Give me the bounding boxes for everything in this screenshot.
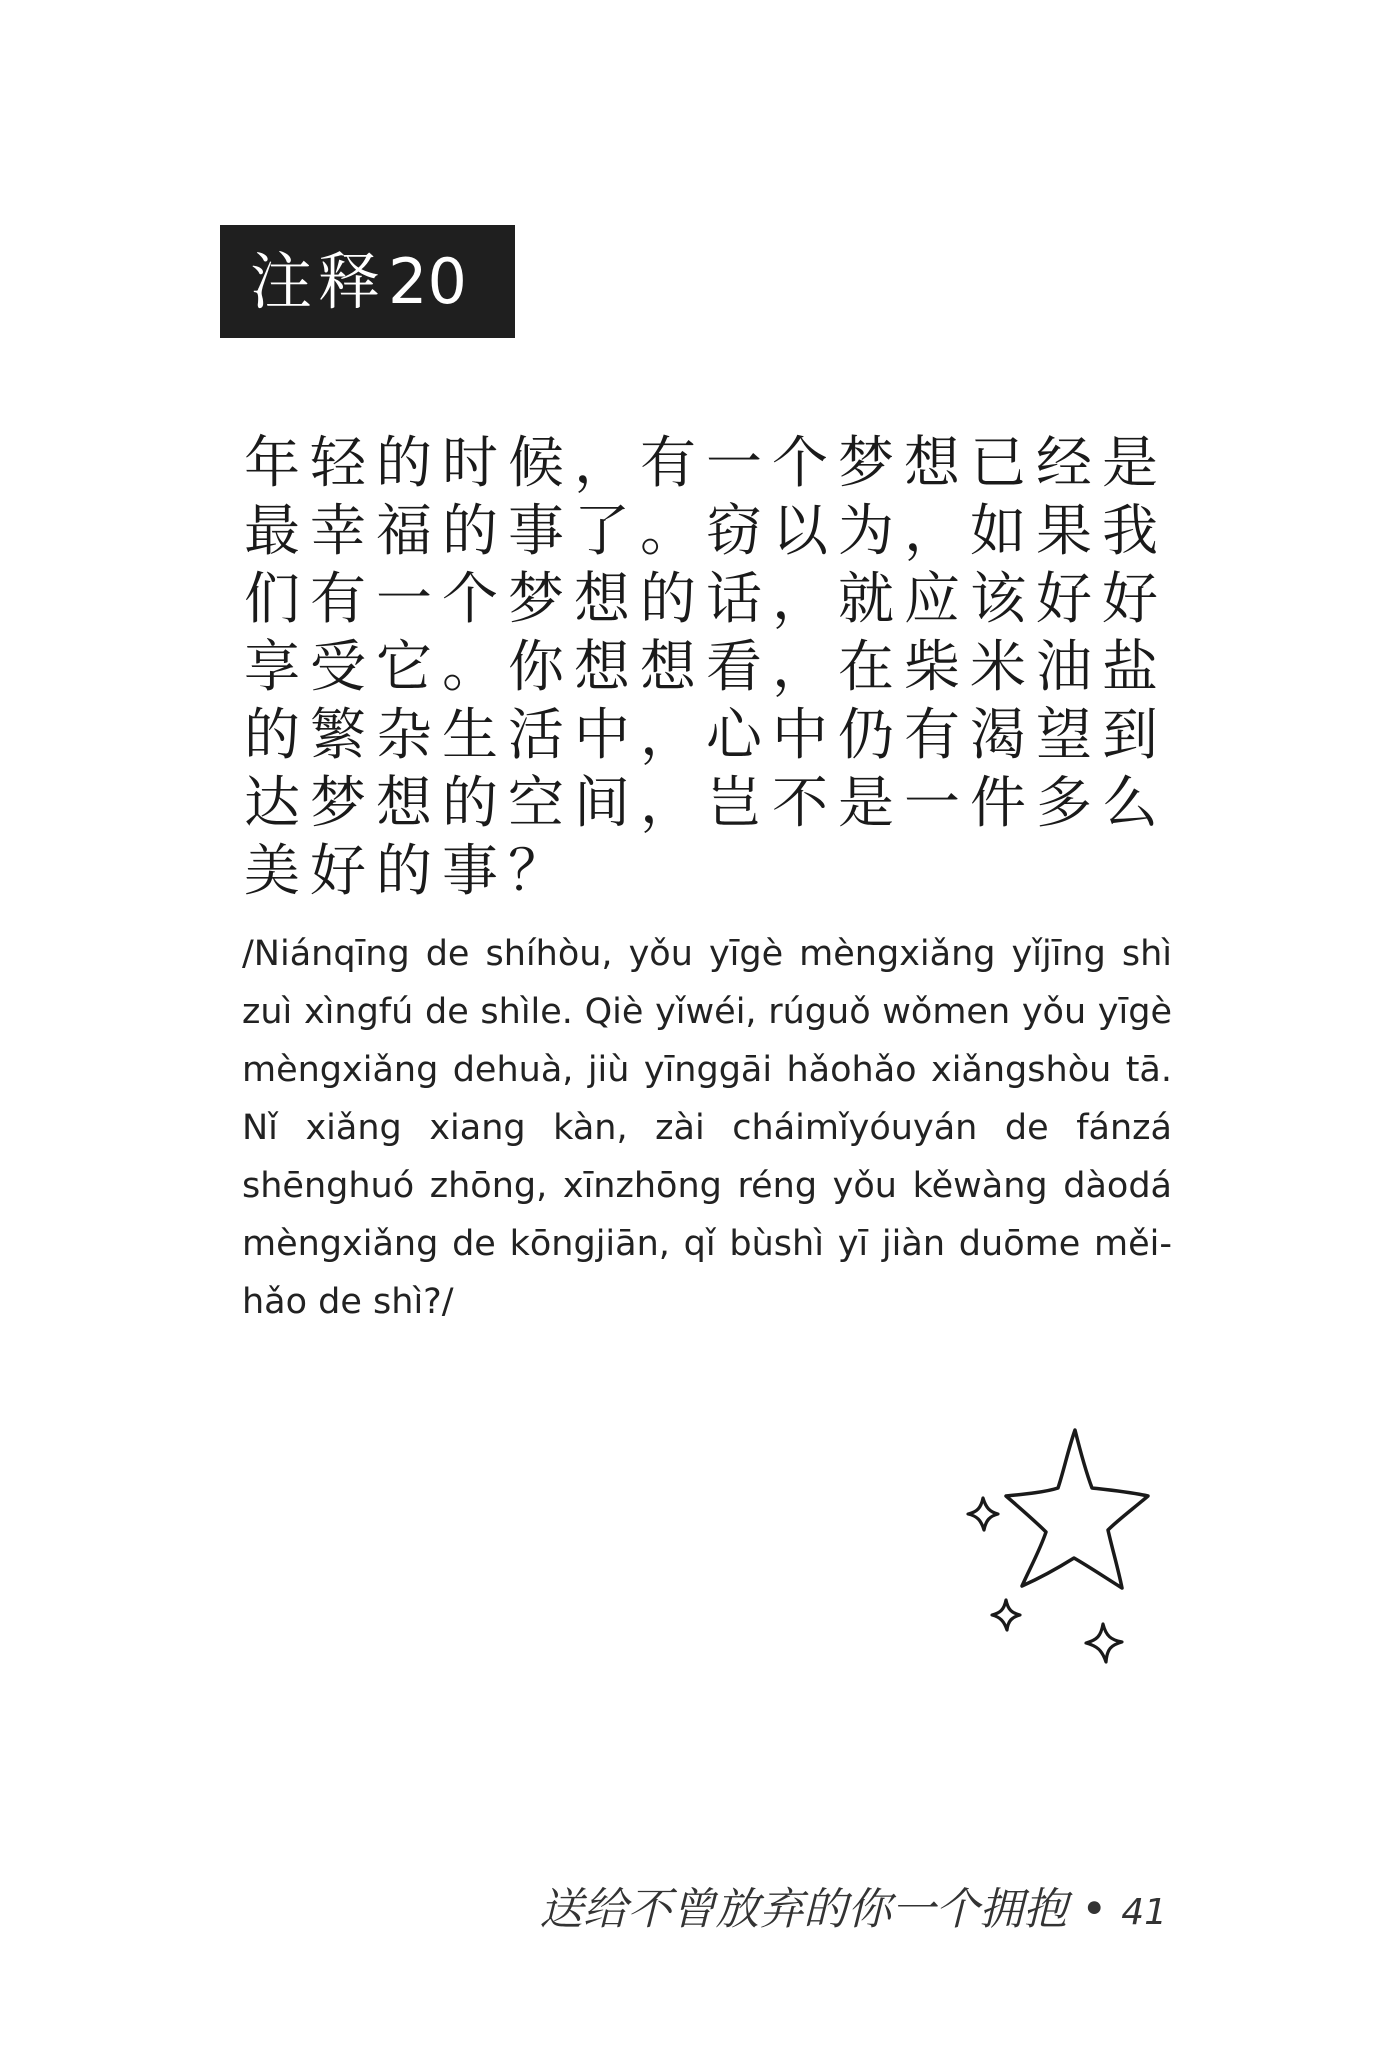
note-number: 20	[388, 244, 467, 318]
page-number: 41	[1121, 1892, 1167, 1933]
book-title: 送给不曾放弃的你一个拥抱	[539, 1884, 1068, 1935]
page-footer	[539, 1884, 1167, 1935]
pinyin-paragraph: /Niánqīng de shíhòu, yǒu yīgè mèngxiǎng yǐjīng shì zuì xìngfú de shìle. Qiè yǐwéi, rúguǒ wǒmen yǒu yīgè mèngxiǎng dehuà, jiù yīnggāi hǎohǎo xiǎngshòu tā. Nǐ xiǎng xiang kàn, zài cháimǐyóuyán de fánzá shēnghuó zhōng, xīnzhōng réng yǒu kěwàng dàodá mèngxiǎng de kōngjiān, qǐ bùshì yī jiàn duōme měi-hǎo de shì?/	[242, 934, 1172, 1322]
sparkle-icon	[992, 1600, 1020, 1630]
chinese-paragraph: 年轻的时候，有一个梦想已经是最幸福的事了。窃以为，如果我们有一个梦想的话，就应该好好享受它。你想想看，在柴米油盐的繁杂生活中，心中仍有渴望到达梦想的空间，岂不是一件多么美好的事？	[244, 431, 1168, 904]
footer-separator: •	[1081, 1884, 1108, 1935]
big-star-icon	[1006, 1430, 1148, 1588]
note-badge	[220, 225, 515, 338]
note-label: 注释	[250, 244, 387, 318]
stars-doodle-icon	[950, 1410, 1170, 1680]
sparkle-icon	[1086, 1624, 1122, 1662]
sparkle-icon	[968, 1498, 998, 1530]
